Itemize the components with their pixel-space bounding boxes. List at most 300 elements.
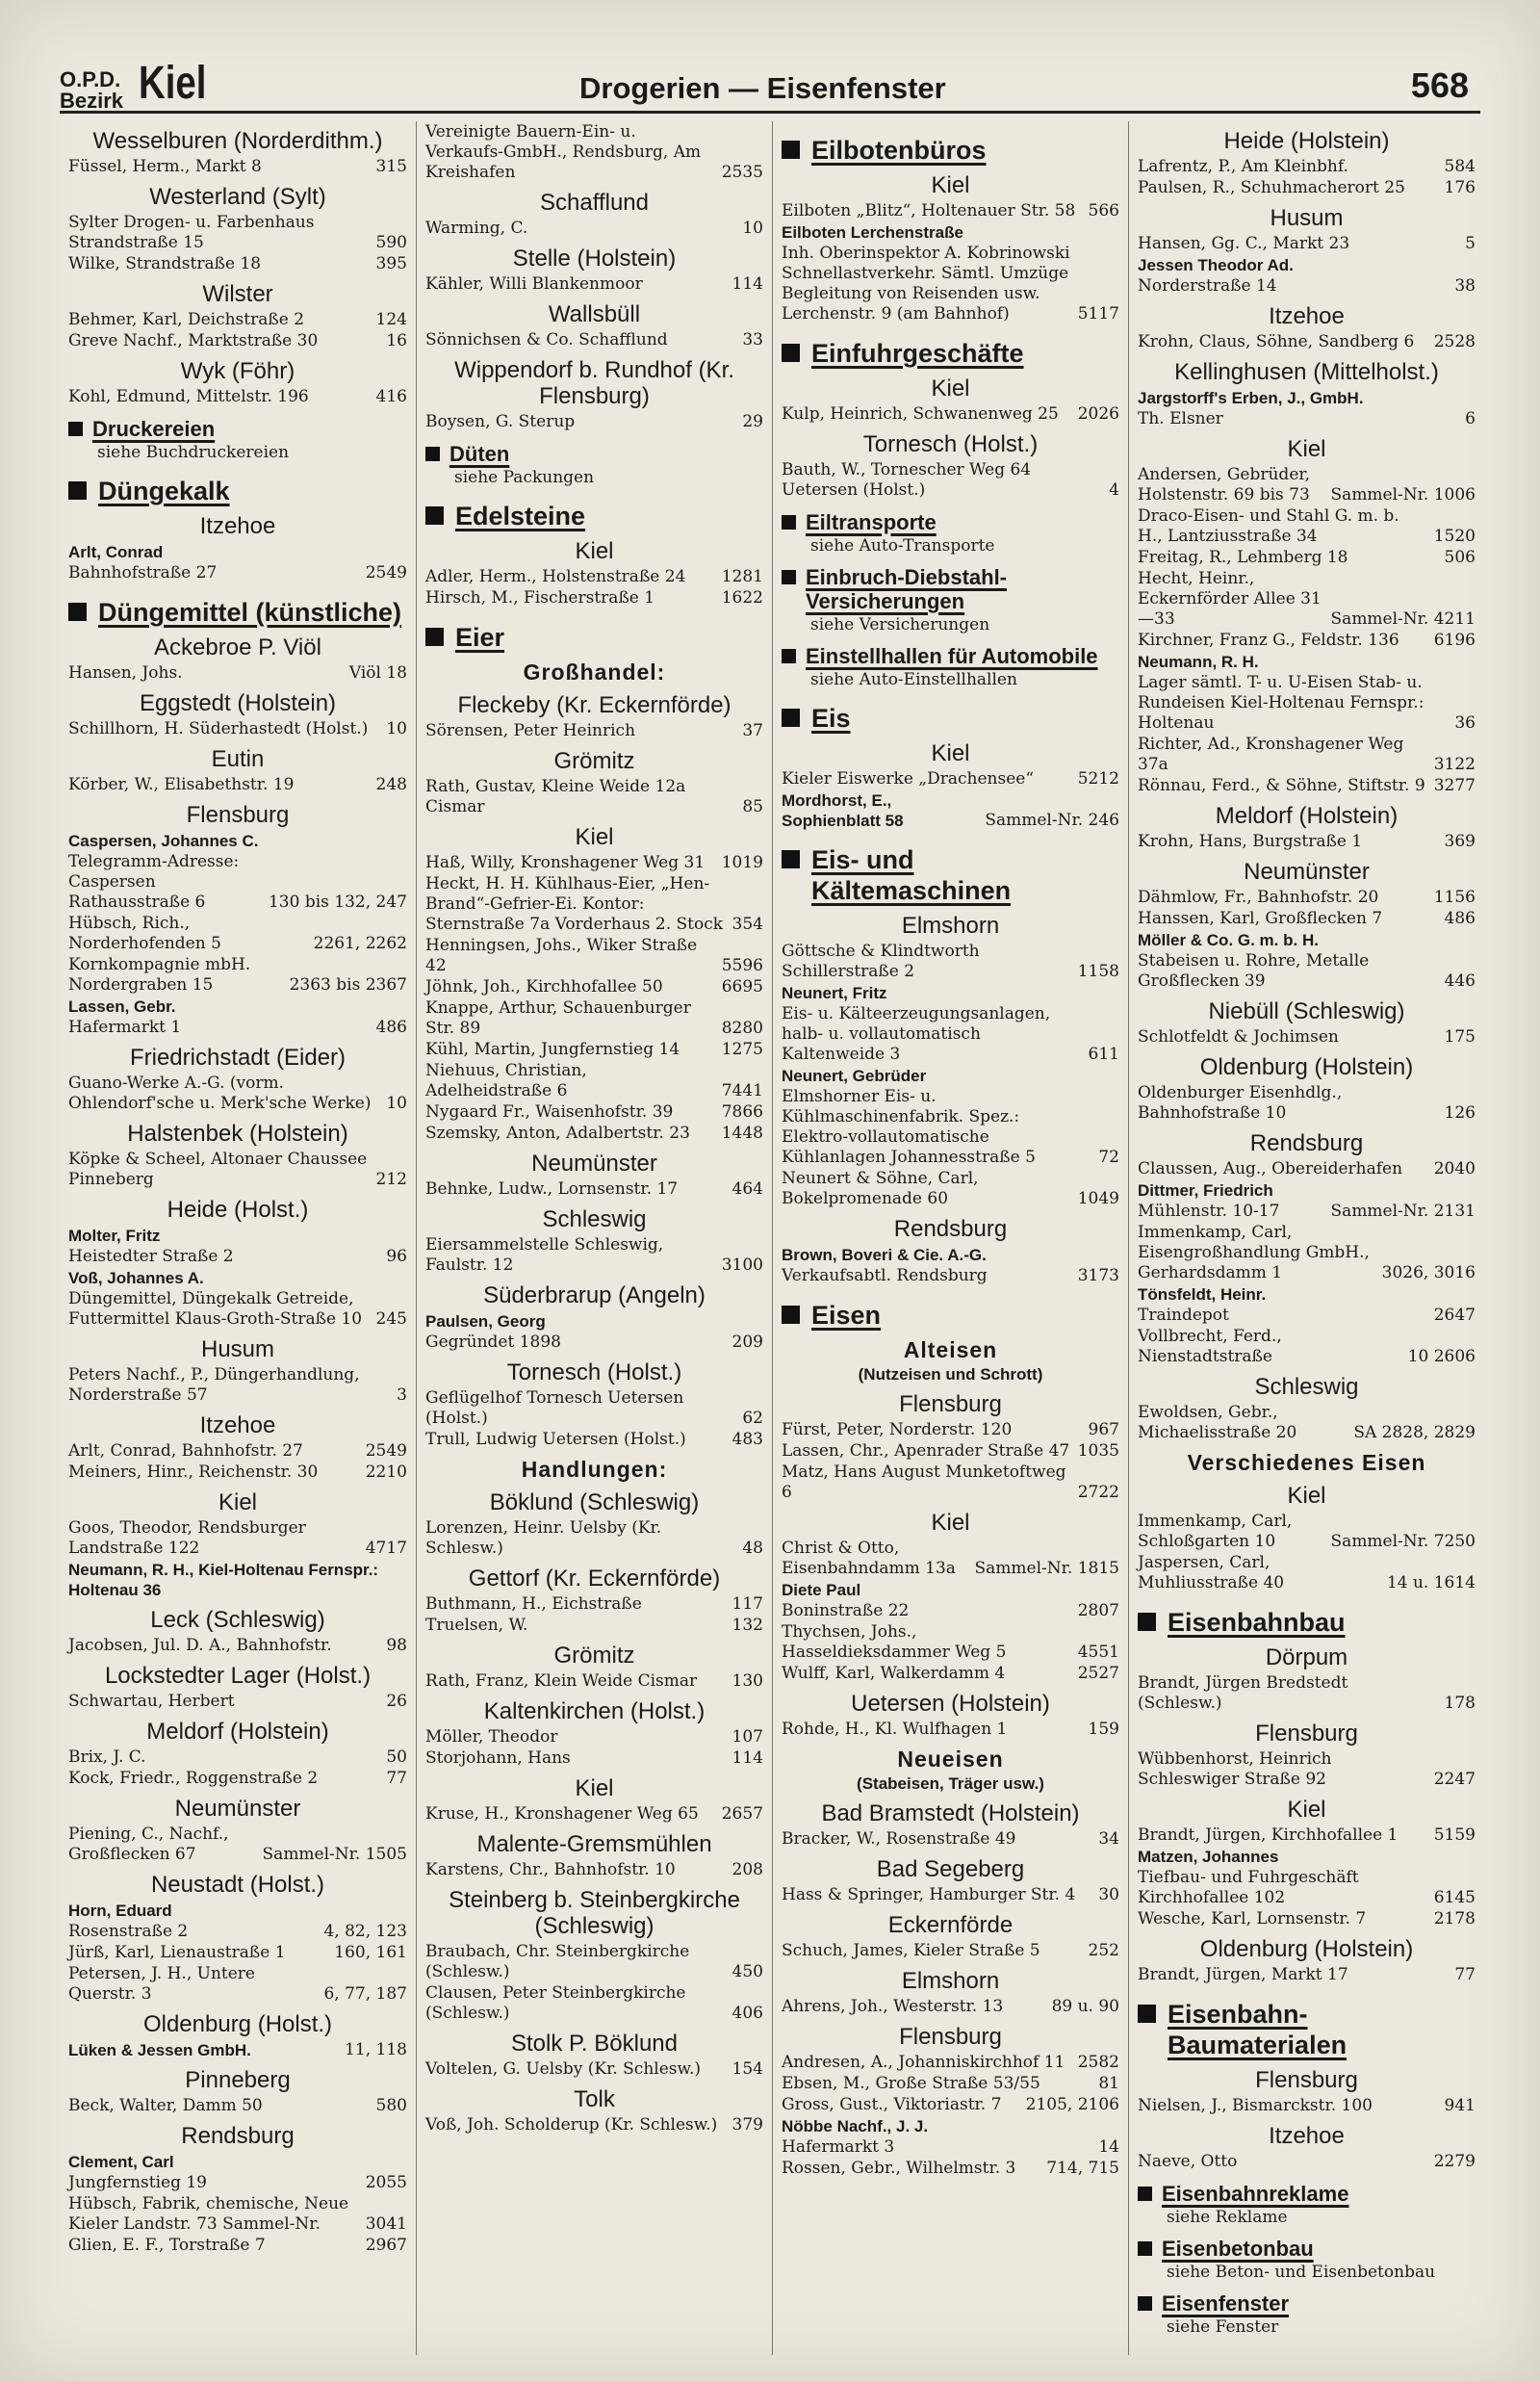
listing-entry: [68, 1943, 407, 1963]
listing-name: Diete Paul: [782, 1581, 861, 1599]
city-heading: Ackebroe P. Viöl: [154, 634, 321, 660]
listing-entry: [782, 1997, 1119, 2017]
bullet-square-icon: [1138, 2296, 1152, 2311]
city-heading: Schafflund: [540, 190, 649, 216]
city-heading: Flensburg: [899, 2024, 1002, 2050]
city-heading: Uetersen (Holstein): [851, 1691, 1050, 1717]
listing-name: Eilboten Lerchenstraße: [782, 223, 963, 242]
section-heading: [1138, 2291, 1476, 2316]
listing-phone: 2210: [365, 1462, 407, 1482]
city-heading: Malente-Gremsmühlen: [476, 1831, 712, 1857]
city-heading: Kiel: [1287, 436, 1326, 462]
listing-phone: 85: [742, 797, 763, 816]
listing-entry: [1138, 1868, 1476, 1908]
listing-entry: [425, 977, 763, 997]
listing-entry: [782, 2053, 1119, 2073]
listing-name: Adler, Herm., Holstenstraße 24: [425, 567, 686, 586]
listing-phone: 5212: [1077, 769, 1119, 789]
listing-phone: 72: [1098, 1148, 1119, 1167]
section-title: Einfuhrgeschäfte: [811, 339, 1024, 368]
listing-name: Neumann, R. H.: [1138, 653, 1259, 671]
listing-entry: [68, 331, 407, 351]
city-heading: Fleckeby (Kr. Eckernförde): [457, 692, 732, 718]
listing-name: Paulsen, Georg: [425, 1312, 546, 1331]
city-heading: Kiel: [575, 538, 614, 564]
listing-phone: 5117: [1077, 304, 1119, 324]
listing-entry: [1138, 673, 1476, 734]
city-heading: Wilster: [202, 281, 273, 307]
listing-name: Boninstraße 22: [782, 1601, 910, 1620]
listing-entry: [425, 567, 763, 587]
listing-entry: [425, 1594, 763, 1615]
listing-phone: 967: [1088, 1420, 1119, 1439]
listing-entry: [1138, 465, 1476, 505]
listing-name: Stabeisen u. Rohre, Metalle Großflecken 39: [1138, 951, 1370, 991]
listing-phone: 483: [732, 1430, 763, 1449]
city-heading: Itzehoe: [1269, 303, 1345, 329]
listing-entry: [425, 219, 763, 239]
listing-entry: [425, 588, 763, 608]
listing-entry: [425, 2059, 763, 2080]
listing-entry: [1138, 1202, 1476, 1222]
listing-name: Haß, Willy, Kronshagener Weg 31: [425, 853, 706, 872]
listing-entry: [1138, 1327, 1476, 1367]
section-title: Eis- und Kältemaschinen: [811, 845, 1012, 905]
section-title: Druckereien: [92, 417, 216, 441]
listing-name: Nygaard Fr., Waisenhofstr. 39: [425, 1102, 674, 1122]
listing-phone: 450: [732, 1962, 763, 1981]
listing-entry: [425, 1124, 763, 1144]
city-heading: Gettorf (Kr. Eckernförde): [468, 1566, 721, 1592]
listing-phone: 2647: [1433, 1306, 1476, 1325]
columns: [60, 121, 1484, 2355]
listing-entry: [782, 1664, 1119, 1684]
listing-name: Göttsche & Klindtworth Schillerstraße 2: [782, 942, 980, 981]
listing-name: Naeve, Otto: [1138, 2152, 1238, 2171]
city-heading: Flensburg: [186, 802, 290, 828]
listing-name: Ewoldsen, Gebr., Michaelisstraße 20: [1138, 1403, 1297, 1442]
listing-phone: 209: [732, 1333, 763, 1352]
listing-phone: 506: [1444, 548, 1476, 567]
section-title: Einbruch-Diebstahl-Versicherungen: [806, 565, 1008, 613]
city-heading: Elmshorn: [901, 1968, 1000, 1994]
listing-entry: [68, 1560, 407, 1600]
listing-entry: [782, 1441, 1119, 1462]
listing-entry: [68, 1441, 407, 1462]
listing-name: Jaspersen, Carl, Muhliusstraße 40: [1138, 1553, 1285, 1592]
listing-phone: 34: [1098, 1829, 1119, 1849]
listing-entry: [425, 274, 763, 295]
city-heading: Flensburg: [1255, 1721, 1358, 1747]
listing-entry: [1138, 1749, 1476, 1790]
listing-entry: [68, 1018, 407, 1038]
listing-entry: [425, 1333, 763, 1353]
listing-name: Schlotfeldt & Jochimsen: [1138, 1027, 1339, 1047]
section-heading: [1138, 1999, 1476, 2060]
section-title: Eisenbahnbau: [1168, 1608, 1346, 1637]
listing-phone: 178: [1444, 1694, 1476, 1713]
listing-name: Draco-Eisen- und Stahl G. m. b. H., Lantziusstraße 34: [1138, 506, 1399, 546]
city-heading: Neumünster: [1244, 859, 1370, 885]
district-city: Kiel: [139, 58, 207, 109]
listing-name: Lassen, Chr., Apenrader Straße 47: [782, 1441, 1070, 1461]
listing-name: Buthmann, H., Eichstraße: [425, 1594, 642, 1614]
listing-name: Mordhorst, E., Sophienblatt 58: [782, 791, 904, 830]
listing-phone: 1049: [1077, 1189, 1119, 1208]
listing-phone: 315: [375, 157, 407, 176]
listing-name: Ebsen, M., Große Straße 53/55: [782, 2074, 1040, 2093]
listing-phone: 2967: [365, 2236, 407, 2255]
listing-phone: SA 2828, 2829: [1353, 1423, 1476, 1442]
bullet-square-icon: [782, 344, 800, 362]
listing-phone: 464: [732, 1179, 763, 1199]
listing-phone: 154: [732, 2059, 763, 2079]
listing-phone: 132: [732, 1616, 763, 1635]
listing-entry: [1138, 1825, 1476, 1846]
listing-phone: 81: [1098, 2074, 1119, 2093]
listing-entry: [782, 983, 1119, 1003]
listing-entry: [68, 157, 407, 177]
listing-entry: [1138, 832, 1476, 852]
listing-name: Clement, Carl: [68, 2153, 174, 2171]
listing-entry: [68, 719, 407, 739]
listing-name: Eilboten „Blitz“, Holtenauer Str. 58: [782, 201, 1076, 220]
sub-heading-note: (Stabeisen, Träger usw.): [857, 1774, 1044, 1793]
listing-phone: 98: [386, 1636, 407, 1655]
listing-entry: [1138, 1223, 1476, 1283]
page-header: [60, 58, 1480, 112]
listing-name: Köpke & Scheel, Altonaer Chaussee Pinneberg: [68, 1150, 368, 1189]
listing-entry: [782, 1004, 1119, 1065]
listing-entry: [425, 1518, 763, 1559]
listing-entry: [1138, 1673, 1476, 1714]
listing-phone: 3277: [1433, 776, 1476, 795]
section-heading: [782, 644, 1119, 668]
listing-entry: [1138, 2096, 1476, 2116]
page-title: Drogerien — Eisenfenster: [579, 71, 946, 105]
listing-name: Meiners, Hinr., Reichenstr. 30: [68, 1462, 319, 1482]
listing-name: Eiersammelstelle Schleswig, Faulstr. 12: [425, 1235, 664, 1275]
listing-name: Rossen, Gebr., Wilhelmstr. 3: [782, 2159, 1016, 2178]
listing-entry: [68, 1247, 407, 1267]
listing-name: Matz, Hans August Munketoftweg 6: [782, 1462, 1066, 1502]
listing-phone: 6196: [1433, 631, 1476, 650]
bullet-square-icon: [68, 481, 87, 500]
listing-entry: [782, 222, 1119, 243]
listing-name: Jungfernstieg 19: [68, 2173, 207, 2192]
listing-phone: 354: [732, 915, 763, 934]
listing-phone: 77: [1454, 1965, 1476, 1984]
listing-name: Hafermarkt 3: [782, 2137, 895, 2157]
listing-name: Brandt, Jürgen, Markt 17: [1138, 1965, 1348, 1984]
city-heading: Oldenburg (Holstein): [1199, 1936, 1414, 1962]
listing-phone: 6695: [721, 977, 763, 996]
city-heading: Pinneberg: [185, 2067, 291, 2093]
listing-name: Peters Nachf., P., Düngerhandlung, Norderstraße 57: [68, 1365, 360, 1405]
city-heading: Dörpum: [1265, 1644, 1348, 1670]
city-heading: Schleswig: [1254, 1374, 1359, 1400]
listing-entry: [68, 310, 407, 330]
listing-name: Sörensen, Peter Heinrich: [425, 721, 636, 740]
listing-entry: [1138, 1180, 1476, 1201]
listing-phone: 26: [386, 1692, 407, 1711]
listing-name: Dittmer, Friedrich: [1138, 1181, 1273, 1200]
bullet-square-icon: [1138, 2005, 1156, 2023]
listing-phone: 5: [1465, 234, 1476, 253]
listing-phone: 714, 715: [1046, 2159, 1119, 2178]
listing-entry: [782, 2159, 1119, 2179]
listing-name: Vereinigte Bauern-Ein- u. Verkaufs-GmbH., Rendsburg, Am Kreishafen: [425, 122, 702, 182]
city-heading: Rendsburg: [181, 2123, 295, 2149]
listing-entry: [425, 412, 763, 432]
listing-entry: [782, 201, 1119, 221]
section-heading: [425, 622, 763, 653]
listing-entry: [425, 122, 763, 183]
listing-phone: 96: [386, 1247, 407, 1266]
section-title: Düngemittel (künstliche): [98, 598, 402, 627]
listing-name: Schillhorn, H. Süderhastedt (Holst.): [68, 719, 369, 738]
listing-phone: 29: [742, 412, 763, 431]
listing-entry: [1138, 332, 1476, 352]
listing-entry: [68, 1769, 407, 1789]
city-heading: Kiel: [931, 375, 970, 401]
city-heading: Kiel: [931, 172, 970, 198]
listing-name: Hanssen, Karl, Großflecken 7: [1138, 909, 1383, 928]
listing-name: Boysen, G. Sterup: [425, 412, 576, 431]
listing-phone: 406: [732, 2004, 763, 2023]
listing-entry: [68, 387, 407, 407]
listing-entry: [1138, 776, 1476, 796]
listing-entry: [425, 721, 763, 741]
listing-phone: 6, 77, 187: [323, 1984, 407, 2004]
listing-name: Rath, Gustav, Kleine Weide 12a Cismar: [425, 777, 686, 816]
listing-phone: 3100: [721, 1255, 763, 1275]
listing-entry: [782, 2074, 1119, 2094]
city-heading: Kiel: [931, 1510, 970, 1536]
listing-entry: [68, 1825, 407, 1865]
listing-entry: [782, 1462, 1119, 1503]
listing-name: Behnke, Ludw., Lornsenstr. 17: [425, 1179, 679, 1199]
listing-entry: [782, 1539, 1119, 1579]
listing-entry: [1138, 1553, 1476, 1593]
city-heading: Tornesch (Holst.): [506, 1359, 682, 1385]
listing-phone: 175: [1444, 1027, 1476, 1047]
city-heading: Süderbrarup (Angeln): [483, 1282, 706, 1308]
city-heading: Bad Bramstedt (Holstein): [821, 1800, 1080, 1826]
listing-phone: 2722: [1077, 1483, 1119, 1502]
listing-name: Glien, E. F., Torstraße 7: [68, 2236, 266, 2255]
section-title: Düten: [449, 442, 510, 466]
listing-entry: [425, 1616, 763, 1636]
listing-phone: 2040: [1433, 1159, 1476, 1178]
listing-name: Piening, C., Nachf., Großflecken 67: [68, 1825, 229, 1864]
listing-phone: 395: [375, 254, 407, 273]
listing-phone: 176: [1444, 178, 1476, 197]
city-heading: Kiel: [575, 1775, 614, 1801]
listing-name: Immenkamp, Carl, Eisengroßhandlung GmbH., Gerhardsdamm 1: [1138, 1223, 1370, 1282]
listing-entry: [1138, 930, 1476, 950]
listing-phone: Viöl 18: [348, 663, 407, 683]
listing-entry: [425, 1311, 763, 1332]
listing-name: Nöbbe Nachf., J. J.: [782, 2117, 929, 2135]
city-heading: Neustadt (Holst.): [150, 1872, 325, 1898]
city-heading: Grömitz: [553, 748, 635, 774]
listing-phone: Sammel-Nr. 246: [985, 811, 1119, 830]
listing-name: Hübsch, Fabrik, chemische, Neue Kieler Landstr. 73 Sammel-Nr.: [68, 2194, 349, 2234]
listing-phone: 3173: [1077, 1266, 1119, 1285]
listing-phone: 1035: [1077, 1441, 1119, 1461]
listing-phone: 6: [1465, 409, 1476, 428]
listing-phone: 2527: [1077, 1664, 1119, 1683]
section-heading: [68, 476, 407, 506]
listing-entry: [782, 1622, 1119, 1663]
listing-phone: 11, 118: [345, 2040, 407, 2059]
listing-name: Schuch, James, Kieler Straße 5: [782, 1941, 1040, 1960]
city-heading: Friedrichstadt (Eider): [129, 1045, 346, 1071]
listing-entry: [68, 831, 407, 851]
city-heading: Itzehoe: [199, 513, 276, 539]
city-heading: Lockstedter Lager (Holst.): [104, 1663, 372, 1689]
listing-entry: [68, 1289, 407, 1330]
listing-name: Rath, Franz, Klein Weide Cismar: [425, 1671, 698, 1691]
sub-heading: Verschiedenes Eisen: [1187, 1450, 1426, 1475]
listing-phone: 4551: [1077, 1643, 1119, 1662]
bullet-square-icon: [1138, 2241, 1152, 2256]
sub-heading: Neueisen: [897, 1747, 1004, 1772]
listing-name: Tönsfeldt, Heinr.: [1138, 1285, 1267, 1304]
listing-entry: [782, 1829, 1119, 1850]
listing-name: Neunert & Söhne, Carl, Bokelpromenade 60: [782, 1169, 979, 1208]
city-heading: Itzehoe: [199, 1412, 276, 1438]
listing-phone: 14: [1098, 2137, 1119, 2157]
listing-phone: 2178: [1433, 1909, 1476, 1928]
city-heading: Tornesch (Holst.): [862, 431, 1039, 457]
bullet-square-icon: [782, 515, 796, 530]
city-heading: Wippendorf b. Rundhof (Kr. Flensburg): [454, 357, 734, 409]
listing-name: Greve Nachf., Marktstraße 30: [68, 331, 319, 350]
section-heading: [782, 703, 1119, 734]
listing-entry: [68, 1922, 407, 1942]
city-heading: Meldorf (Holstein): [146, 1719, 329, 1745]
listing-entry: [425, 1061, 763, 1101]
listing-entry: [425, 1235, 763, 1276]
city-heading: Tolk: [574, 2086, 615, 2112]
listing-entry: [68, 2173, 407, 2193]
listing-name: Rosenstraße 2: [68, 1922, 189, 1941]
listing-entry: [1138, 1284, 1476, 1305]
listing-phone: Sammel-Nr. 1505: [262, 1845, 407, 1864]
listing-name: Geflügelhof Tornesch Uetersen (Holst.): [425, 1388, 684, 1428]
city-heading: Elmshorn: [901, 913, 1000, 939]
listing-name: Lafrentz, P., Am Kleinbhf.: [1138, 157, 1348, 176]
listing-entry: [1138, 548, 1476, 568]
listing-phone: 2261, 2262: [313, 934, 407, 953]
listing-entry: [1138, 652, 1476, 672]
listing-entry: [782, 1885, 1119, 1905]
listing-entry: [782, 1720, 1119, 1740]
section-heading: [68, 417, 407, 441]
listing-entry: [1138, 1027, 1476, 1048]
listing-name: Neunert, Fritz: [782, 984, 887, 1002]
city-heading: Wyk (Föhr): [180, 358, 295, 384]
listing-entry: [68, 1964, 407, 2005]
listing-phone: 7441: [721, 1081, 763, 1100]
listing-name: Andersen, Gebrüder, Holstenstr. 69 bis 73: [1138, 465, 1311, 505]
listing-name: Rohde, H., Kl. Wulfhagen 1: [782, 1720, 1008, 1739]
listing-entry: [1138, 1159, 1476, 1179]
city-heading: Kiel: [1287, 1483, 1326, 1509]
bullet-square-icon: [782, 649, 796, 663]
listing-name: Knappe, Arthur, Schauenburger Str. 89: [425, 998, 691, 1038]
city-heading: Kiel: [575, 824, 614, 850]
bullet-square-icon: [782, 1306, 800, 1324]
listing-name: Heistedter Straße 2: [68, 1247, 234, 1266]
listing-phone: 379: [732, 2115, 763, 2135]
listing-phone: 2363 bis 2367: [289, 975, 407, 995]
listing-entry: [68, 213, 407, 253]
section-heading: [1138, 2237, 1476, 2261]
listing-phone: 1158: [1077, 962, 1119, 981]
listing-entry: [1138, 1965, 1476, 1985]
listing-name: Clausen, Peter Steinbergkirche (Schlesw.): [425, 1983, 686, 2023]
listing-name: Brown, Boveri & Cie. A.-G.: [782, 1246, 987, 1264]
listing-name: Hafermarkt 1: [68, 1018, 182, 1037]
listing-name: Kornkompagnie mbH. Nordergraben 15: [68, 955, 251, 995]
cross-reference: siehe Packungen: [454, 468, 595, 487]
listing-phone: 2582: [1077, 2053, 1119, 2072]
listing-phone: 1520: [1433, 527, 1476, 546]
sub-heading-note: (Nutzeisen und Schrott): [858, 1365, 1043, 1384]
listing-entry: [782, 404, 1119, 425]
listing-name: Lüken & Jessen GmbH.: [68, 2041, 251, 2059]
listing-entry: [425, 936, 763, 976]
section-title: Einstellhallen für Automobile: [806, 644, 1098, 668]
listing-name: Mühlenstr. 10-17: [1138, 1202, 1280, 1221]
section-title: Eisenbahn-Baumaterialen: [1168, 2000, 1348, 2059]
listing-name: Wilke, Strandstraße 18: [68, 254, 262, 273]
cross-reference: siehe Fenster: [1167, 2317, 1279, 2337]
listing-name: Krohn, Claus, Söhne, Sandberg 6: [1138, 332, 1415, 351]
bullet-square-icon: [425, 506, 444, 525]
listing-name: Schwartau, Herbert: [68, 1692, 235, 1711]
bullet-square-icon: [1138, 1613, 1156, 1631]
listing-phone: 3122: [1433, 755, 1476, 774]
listing-phone: 33: [742, 330, 763, 349]
listing-entry: [425, 1727, 763, 1747]
listing-name: Hirsch, M., Fischerstraße 1: [425, 588, 655, 608]
listing-phone: 212: [375, 1170, 407, 1189]
listing-entry: [1138, 1403, 1476, 1443]
city-heading: Flensburg: [1255, 2067, 1358, 2093]
listing-name: Verkaufsabtl. Rendsburg: [782, 1266, 988, 1285]
listing-name: Möller, Theodor: [425, 1727, 558, 1747]
listing-phone: 2807: [1077, 1601, 1119, 1620]
listing-phone: 126: [1444, 1103, 1476, 1123]
listing-entry: [68, 254, 407, 274]
listing-phone: 580: [375, 2096, 407, 2115]
listing-entry: [782, 1245, 1119, 1265]
listing-name: Düngemittel, Düngekalk Getreide, Futtermittel Klaus-Groth-Straße 10: [68, 1289, 363, 1329]
listing-name: Szemsky, Anton, Adalbertstr. 23: [425, 1124, 690, 1143]
listing-entry: [68, 1268, 407, 1288]
listing-phone: 2105, 2106: [1025, 2095, 1119, 2114]
listing-name: Kühl, Martin, Jungfernstieg 14: [425, 1040, 680, 1059]
section-title: Eilbotenbüros: [811, 136, 987, 165]
listing-name: Wübbenhorst, Heinrich Schleswiger Straße 92: [1138, 1749, 1332, 1789]
listing-entry: [782, 1601, 1119, 1621]
listing-name: Braubach, Chr. Steinbergkirche (Schlesw.): [425, 1942, 690, 1981]
listing-phone: 4, 82, 123: [323, 1922, 407, 1941]
